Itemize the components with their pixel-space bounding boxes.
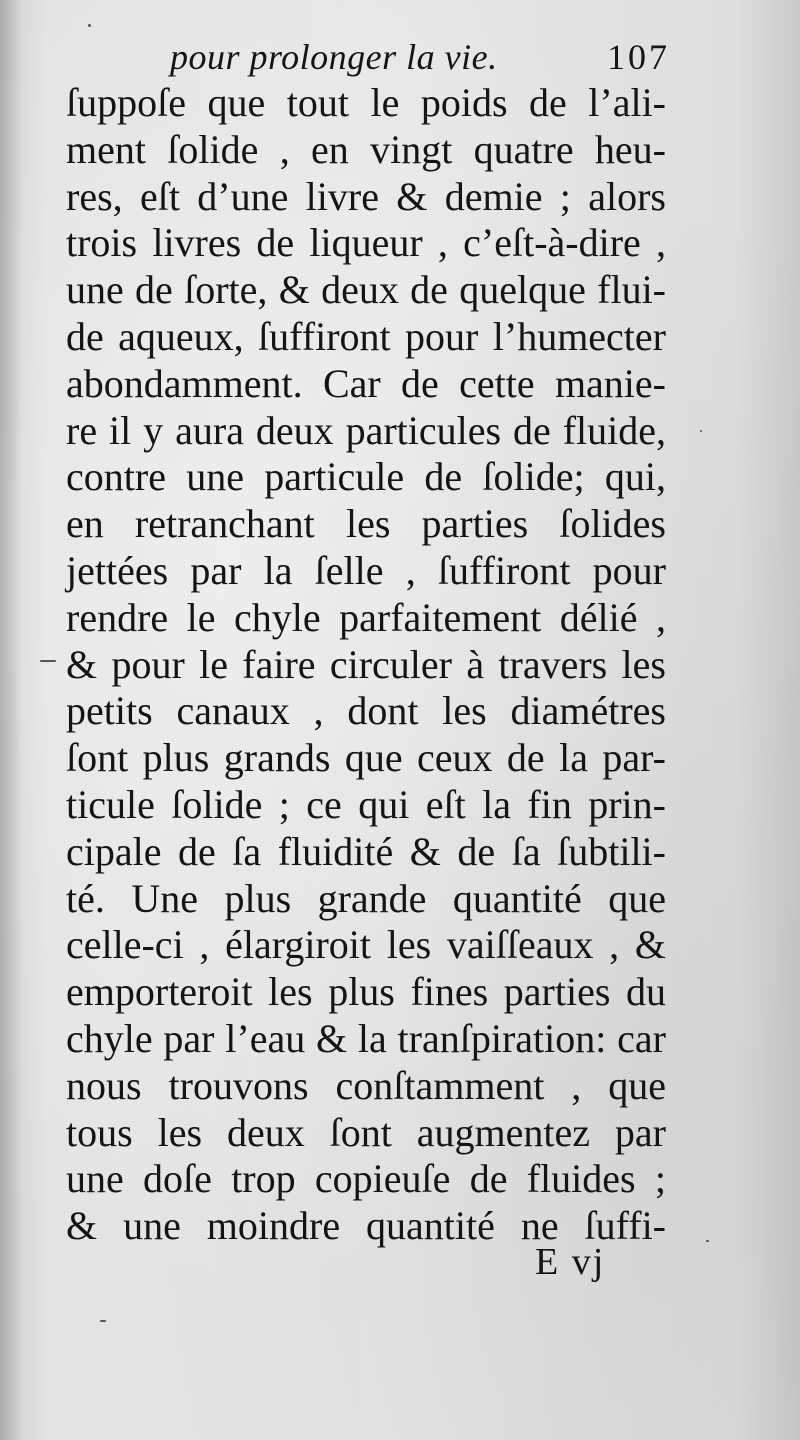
text-line: en retranchant les parties ſolides [66, 501, 666, 547]
running-title: pour prolonger la vie. [170, 37, 498, 77]
text-line: re il y aura deux particules de fluide, [66, 407, 666, 453]
text-line: & pour le faire circuler à travers les [66, 641, 666, 687]
text-line: ſuppoſe que tout le poids de l’ali- [66, 80, 666, 125]
text-line: une doſe trop copieuſe de fluides ; [66, 1156, 666, 1202]
text-line: trois livres de liqueur , c’eſt-à-dire , [66, 220, 666, 266]
text-line: tous les deux ſont augmentez par [66, 1109, 666, 1155]
signature-mark: E vj [535, 1241, 606, 1283]
text-line: ment ſolide , en vingt quatre heu- [66, 126, 666, 172]
paper-speck [700, 430, 702, 432]
text-line: ſont plus grands que ceux de la par- [66, 735, 666, 781]
text-line: rendre le chyle parfaitement délié , [66, 594, 666, 640]
text-line: chyle par l’eau & la tranſpiration: car [66, 1015, 666, 1061]
text-line: de aqueux, ſuffiront pour l’humecter [66, 313, 666, 359]
paper-speck [100, 1320, 106, 1322]
text-line: abondamment. Car de cette manie- [66, 360, 666, 406]
text-line: petits canaux , dont les diamétres [66, 688, 666, 734]
paper-speck [40, 660, 56, 662]
text-line: contre une particule de ſolide; qui, [66, 454, 666, 500]
text-line: res, eſt d’une livre & demie ; alors [66, 173, 666, 219]
text-line: jettées par la ſelle , ſuffiront pour [66, 547, 666, 593]
paper-speck [88, 24, 91, 27]
paper-speck [706, 1240, 709, 1242]
text-line: emporteroit les plus fines parties du [66, 969, 666, 1015]
page-number: 107 [607, 37, 670, 77]
text-line: & une moindre quantité ne ſuffi- [66, 1203, 666, 1249]
text-line: ticule ſolide ; ce qui eſt la fin prin- [66, 781, 666, 827]
text-line: celle-ci , élargiroit les vaiſſeaux , & [66, 922, 666, 968]
text-line: une de ſorte, & deux de quelque flui- [66, 267, 666, 313]
text-line: cipale de ſa fluidité & de ſa ſubtili- [66, 828, 666, 874]
text-line: nous trouvons conſtamment , que [66, 1062, 666, 1108]
text-line: té. Une plus grande quantité que [66, 875, 666, 921]
body-text [66, 80, 666, 1250]
page-gutter-shadow [0, 0, 22, 1440]
page-header [170, 36, 670, 86]
